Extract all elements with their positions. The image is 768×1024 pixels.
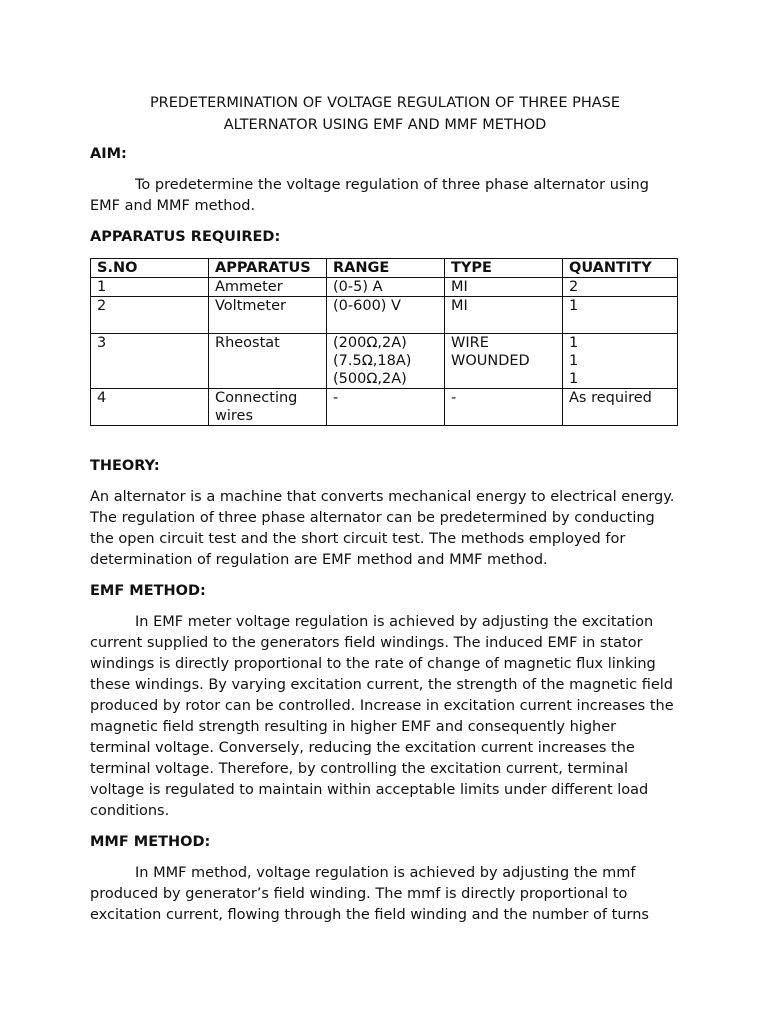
apparatus-table xyxy=(90,258,678,426)
header-sno: S.NO xyxy=(91,259,209,278)
cell-quantity: As required xyxy=(563,389,678,426)
cell-apparatus: Rheostat xyxy=(209,334,327,389)
cell-range: (0-600) V xyxy=(327,297,445,334)
emf-heading: EMF METHOD: xyxy=(90,583,206,599)
cell-type: MI xyxy=(445,297,563,334)
document-page xyxy=(90,92,680,936)
cell-sno: 2 xyxy=(91,297,209,334)
cell-type: WIRE WOUNDED xyxy=(445,334,563,389)
aim-text: To predetermine the voltage regulation of three phase alternator using EMF and MMF method. xyxy=(90,177,649,214)
table-row xyxy=(91,334,678,389)
header-range: RANGE xyxy=(327,259,445,278)
header-type: TYPE xyxy=(445,259,563,278)
aim-heading: AIM: xyxy=(90,146,127,162)
emf-text: In EMF meter voltage regulation is achieved by adjusting the excitation current supplied to the generators field windings. The induced EMF in stator windings is directly proportional to the rate of change of magnetic flux linking these windings. By varying excitation current, the strength of the magnetic field produced by rotor can be controlled. Increase in excitation current increases the magnetic field strength resulting in higher EMF and consequently higher terminal voltage. Conversely, reducing the excitation current increases the terminal voltage. Therefore, by controlling the excitation current, terminal voltage is regulated to maintain within acceptable limits under different load conditions. xyxy=(90,614,674,819)
table-row xyxy=(91,278,678,297)
apparatus-heading: APPARATUS REQUIRED: xyxy=(90,229,281,245)
cell-sno: 1 xyxy=(91,278,209,297)
table-row xyxy=(91,297,678,334)
cell-range: - xyxy=(327,389,445,426)
cell-range: (200Ω,2A) (7.5Ω,18A) (500Ω,2A) xyxy=(327,334,445,389)
cell-apparatus: Voltmeter xyxy=(209,297,327,334)
cell-quantity: 1 xyxy=(563,297,678,334)
title-line-1: PREDETERMINATION OF VOLTAGE REGULATION OF THREE PHASE xyxy=(149,95,621,111)
title-line-2: ALTERNATOR USING EMF AND MMF METHOD xyxy=(223,117,547,133)
cell-type: MI xyxy=(445,278,563,297)
header-quantity: QUANTITY xyxy=(563,259,678,278)
header-apparatus: APPARATUS xyxy=(209,259,327,278)
cell-sno: 4 xyxy=(91,389,209,426)
cell-sno: 3 xyxy=(91,334,209,389)
cell-quantity: 2 xyxy=(563,278,678,297)
mmf-heading: MMF METHOD: xyxy=(90,834,211,850)
cell-range: (0-5) A xyxy=(327,278,445,297)
document-title xyxy=(90,92,680,136)
theory-heading: THEORY: xyxy=(90,458,160,474)
cell-apparatus: Connecting wires xyxy=(209,389,327,426)
mmf-text: In MMF method, voltage regulation is achieved by adjusting the mmf produced by generator’s field winding. The mmf is directly proportional to excitation current, flowing through the field winding and the number of turns xyxy=(90,865,649,923)
cell-apparatus: Ammeter xyxy=(209,278,327,297)
table-header-row xyxy=(91,259,678,278)
cell-quantity: 1 1 1 xyxy=(563,334,678,389)
theory-text: An alternator is a machine that converts mechanical energy to electrical energy. The regulation of three phase alternator can be predetermined by conducting the open circuit test and the short circuit test. The methods employed for determination of regulation are EMF method and MMF method. xyxy=(90,489,675,568)
table-row xyxy=(91,389,678,426)
cell-type: - xyxy=(445,389,563,426)
